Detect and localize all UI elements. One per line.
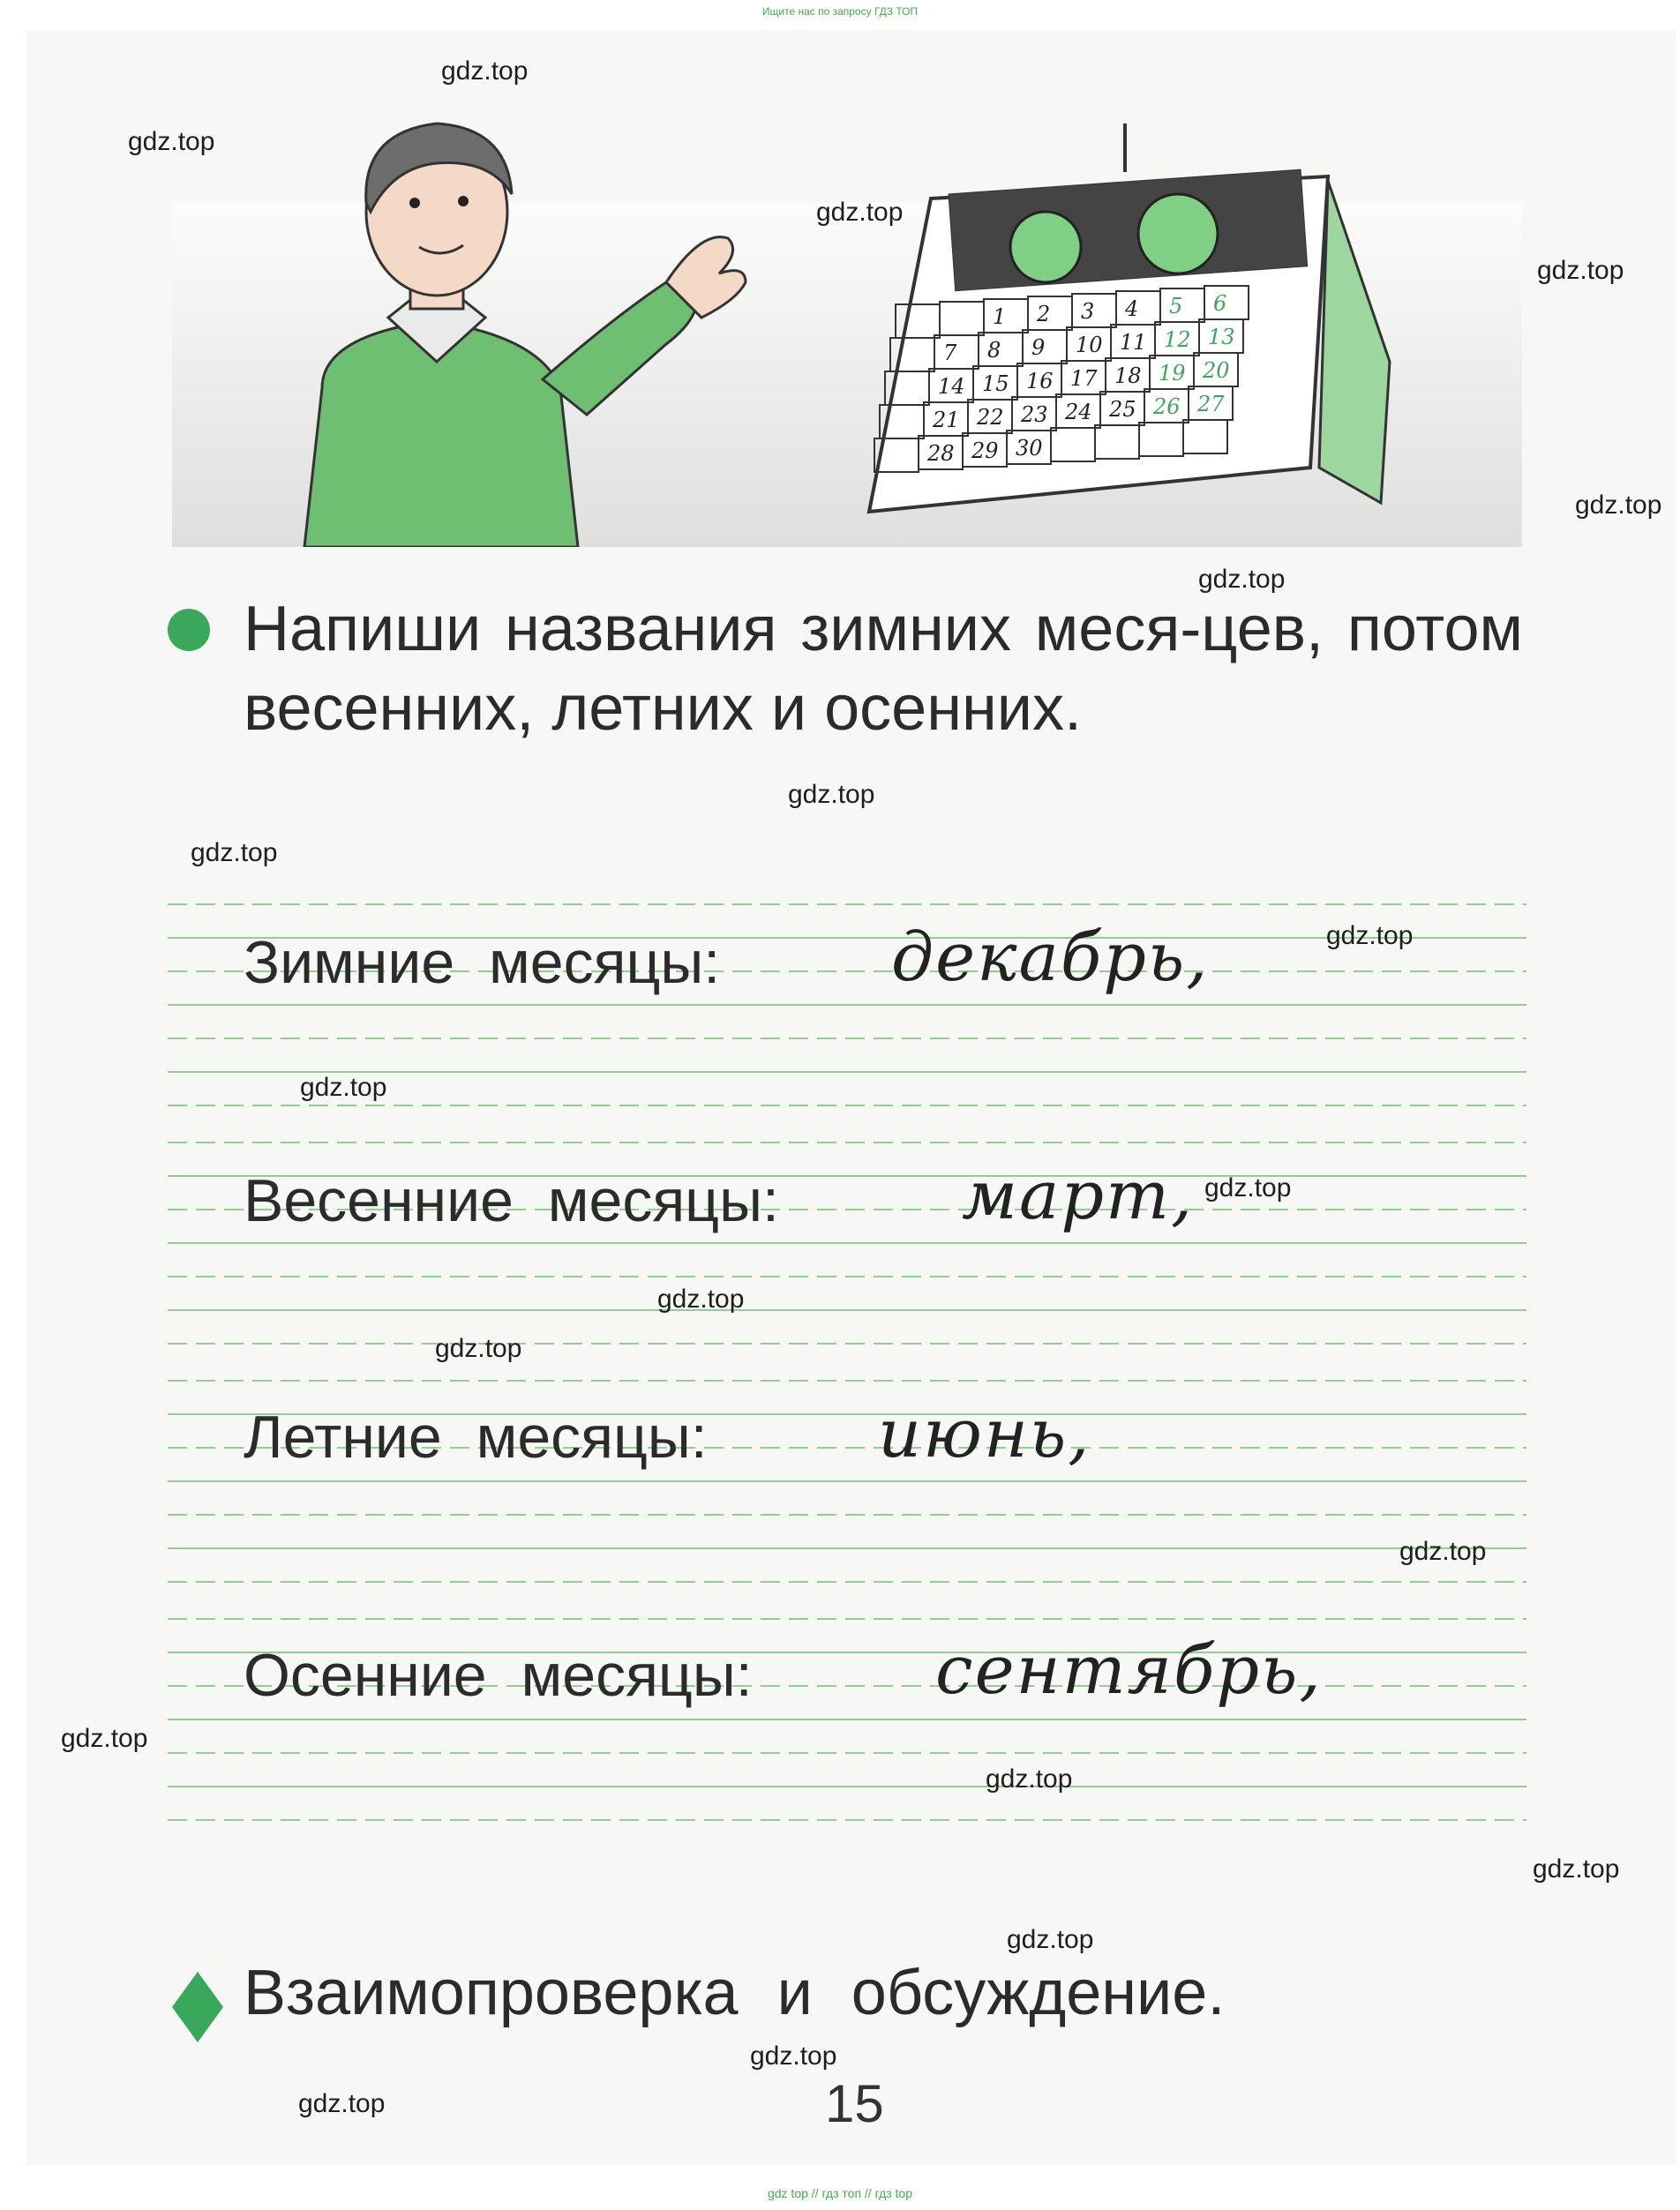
watermark: gdz.top <box>298 2089 386 2118</box>
winter-label: Зимние месяцы: <box>244 929 721 996</box>
calendar-day: 11 <box>1120 330 1147 355</box>
calendar-day: 30 <box>1016 436 1043 461</box>
watermark: gdz.top <box>788 780 875 809</box>
watermark: gdz.top <box>191 838 278 867</box>
calendar-day: 28 <box>927 441 955 466</box>
winter-answer: декабрь, <box>891 918 1210 996</box>
calendar-day: 9 <box>1031 335 1046 360</box>
calendar-day: 18 <box>1114 363 1142 388</box>
summer-answer: июнь, <box>878 1394 1091 1472</box>
calendar-day: 7 <box>943 341 957 365</box>
watermark: gdz.top <box>1326 921 1414 950</box>
calendar-day: 27 <box>1197 392 1225 416</box>
calendar-day: 25 <box>1109 397 1136 422</box>
watermark: gdz.top <box>986 1764 1073 1794</box>
bottom-note: gdz top // гдз топ // гдз top <box>767 2186 913 2200</box>
calendar-day: 21 <box>933 408 960 432</box>
watermark: gdz.top <box>1399 1537 1487 1566</box>
boy-calendar-illustration <box>172 97 1522 547</box>
calendar-day: 15 <box>982 371 1009 396</box>
calendar-day: 26 <box>1153 394 1181 419</box>
calendar-day: 4 <box>1125 296 1139 321</box>
watermark: gdz.top <box>128 127 215 156</box>
header-note: Ищите нас по запросу ГДЗ ТОП <box>761 5 919 18</box>
calendar-day: 24 <box>1065 400 1092 424</box>
ruled-lines <box>168 895 1526 1884</box>
watermark: gdz.top <box>816 198 904 227</box>
calendar-day: 10 <box>1076 333 1103 357</box>
watermark: gdz.top <box>750 2041 837 2071</box>
calendar-day: 29 <box>971 438 999 463</box>
watermark: gdz.top <box>1533 1854 1620 1884</box>
autumn-answer: сентябрь, <box>935 1630 1323 1709</box>
task-instruction: Напиши названия зимних меся-цев, потом весенних, летних и осенних. <box>244 594 1523 744</box>
watermark: gdz.top <box>657 1285 745 1314</box>
calendar-day: 14 <box>938 374 965 399</box>
spring-answer: март, <box>962 1156 1195 1234</box>
calendar-day: 13 <box>1208 325 1235 349</box>
watermark: gdz.top <box>435 1334 522 1363</box>
watermark: gdz.top <box>1007 1925 1094 1954</box>
summer-label: Летние месяцы: <box>244 1404 708 1471</box>
calendar-day: 19 <box>1159 361 1186 386</box>
calendar-day: 20 <box>1203 358 1230 383</box>
spring-label: Весенние месяцы: <box>244 1167 779 1234</box>
calendar-day: 22 <box>977 405 1004 430</box>
calendar-day: 1 <box>993 304 1007 329</box>
calendar-day: 12 <box>1164 327 1191 352</box>
calendar-day: 8 <box>987 338 1001 363</box>
page-number: 15 <box>825 2074 884 2133</box>
calendar-day: 17 <box>1070 366 1098 391</box>
watermark: gdz.top <box>1204 1173 1292 1202</box>
calendar-day: 5 <box>1169 294 1183 318</box>
watermark: gdz.top <box>1198 565 1286 594</box>
calendar-day: 2 <box>1037 302 1051 326</box>
calendar-day: 3 <box>1081 299 1095 324</box>
peer-review-task: Взаимопроверка и обсуждение. <box>244 1958 1226 2028</box>
calendar-day: 16 <box>1026 369 1054 393</box>
calendar-day: 6 <box>1213 291 1227 316</box>
diamond-bullet-icon <box>172 1972 223 2042</box>
calendar-icon <box>869 124 1390 512</box>
watermark: gdz.top <box>1575 491 1662 520</box>
task-bullet-icon <box>168 609 210 651</box>
watermark: gdz.top <box>441 56 529 86</box>
watermark: gdz.top <box>61 1724 148 1753</box>
calendar-day: 23 <box>1021 402 1048 427</box>
watermark: gdz.top <box>1537 256 1624 285</box>
watermark: gdz.top <box>300 1073 387 1102</box>
autumn-label: Осенние месяцы: <box>244 1642 753 1709</box>
